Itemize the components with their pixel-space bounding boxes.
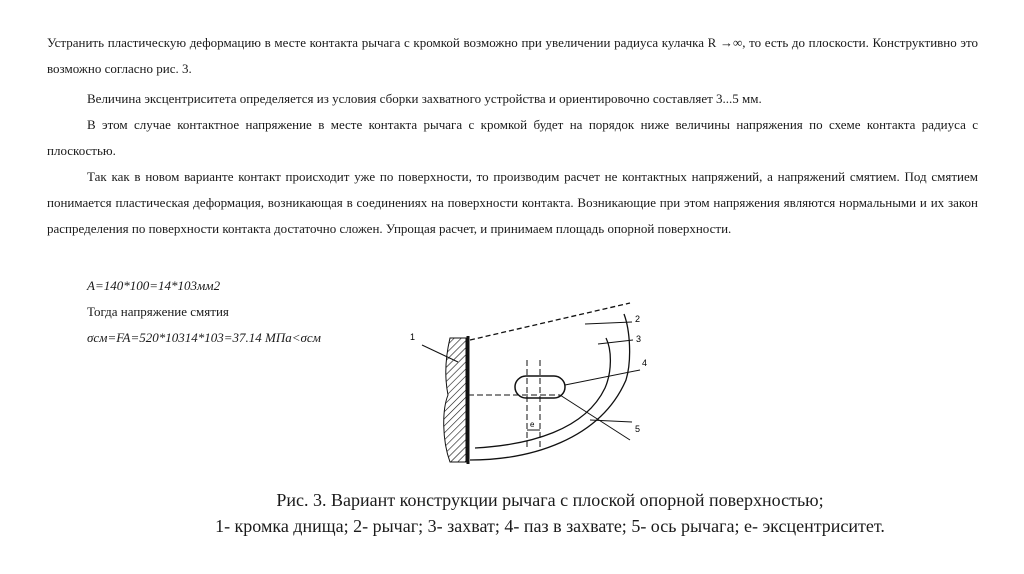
lever-outline <box>470 303 630 460</box>
paragraph-crushing-stress: Так как в новом варианте контакт происходит уже по поверхности, то производим расчет не контактных напряжений, а напряжений смятием. Под смятием понимается пластическая деформация, возникающая в соединениях на поверхности контакта. Возникающие при этом напряжения являются нормальными и их закон распределения по поверхности контакта достаточно сложен. Упрощая расчет, и принимаем площадь опорной поверхности. <box>47 169 978 236</box>
figure-label-2: 2 <box>635 314 641 324</box>
paragraph-flat-surface: Устранить пластическую деформацию в месте контакта рычага с кромкой возможно при увеличении радиуса кулачка R →∞, то есть до плоскости. Конструктивно это возможно согласно рис. 3. <box>47 35 978 76</box>
figure-caption-legend: 1- кромка днища; 2- рычаг; 3- захват; 4- паз в захвате; 5- ось рычага; e- эксцентриситет. <box>215 516 885 536</box>
figure-label-1: 1 <box>410 332 416 342</box>
figure-label-e: e <box>530 420 535 429</box>
paragraph-eccentricity: Величина эксцентриситета определяется из условия сборки захватного устройства и ориентировочно составляет 3...5 мм. <box>87 91 762 106</box>
paragraph-contact-stress: В этом случае контактное напряжение в месте контакта рычага с кромкой будет на порядок ниже величины напряжения по схеме контакта радиуса с плоскостью. <box>47 117 978 158</box>
figure-label-4: 4 <box>642 358 648 368</box>
paragraph-then-stress: Тогда напряжение смятия <box>87 304 229 319</box>
figure-label-3: 3 <box>636 334 642 344</box>
figure-caption-title: Рис. 3. Вариант конструкции рычага с плоской опорной поверхностью; <box>276 490 824 510</box>
bottom-edge-hatched <box>444 336 468 464</box>
formula-crushing-stress: σсм=FA=520*10314*103=37.14 МПа<σсм <box>87 330 321 345</box>
formula-area: A=140*100=14*103мм2 <box>87 278 221 293</box>
figure-label-5: 5 <box>635 424 641 434</box>
lever-design-figure <box>400 300 660 465</box>
axis-lines <box>468 360 630 450</box>
